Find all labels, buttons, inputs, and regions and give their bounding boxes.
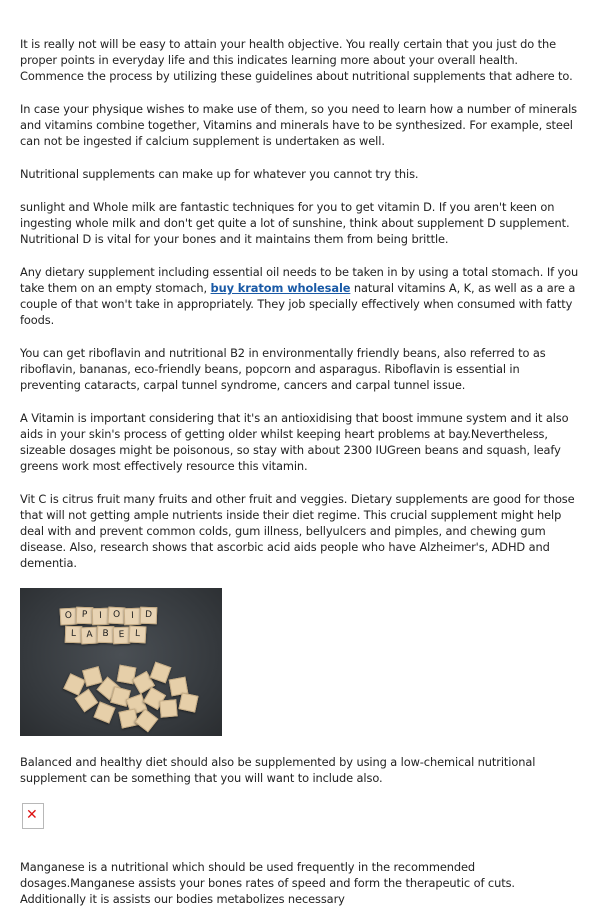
tile-letter: I	[124, 608, 142, 626]
blank-tile	[93, 701, 115, 723]
tile-letter: I	[92, 608, 110, 626]
paragraph: It is really not will be easy to attain your health objective. You really certain that you just do the proper points in everyday life and this indicates learning more about your overall health. Commence the process by utilizing these guidelines about nutritional supplements that adhere to.	[20, 37, 573, 83]
paragraph: A Vitamin is important considering that it's an antioxidising that boost immune system and it also aids in your skin's process of getting older whilst keeping heart problems at bay.Nevertheless, sizeable dosages might be poisonous, so stay with about 2300 IUGreen beans and squash, leafy greens work most effectively resource this vitamin.	[20, 411, 569, 473]
tile-letter: L	[65, 626, 83, 644]
paragraph: sunlight and Whole milk are fantastic techniques for you to get vitamin D. If you aren't keen on ingesting whole milk and don't get quite a lot of sunshine, think about supplement D supplement. Nutritional D is vital for your bones and it maintains them from being brittle.	[20, 200, 570, 246]
paragraph-text: natural vitamins A, K, as well as a are a couple of that won't take in appropriately. They job specially effectively when consumed with fatty foods.	[20, 281, 576, 327]
tile-letter: O	[60, 608, 78, 626]
blank-tile	[159, 699, 177, 717]
tile-letter: A	[81, 627, 99, 645]
blank-tile	[178, 692, 198, 712]
tile-letter: O	[108, 607, 126, 625]
tile-letter: L	[129, 626, 147, 644]
paragraph: You can get riboflavin and nutritional B2 in environmentally friendly beans, also referred to as riboflavin, bananas, eco-friendly beans, popcorn and asparagus. Riboflavin is essential in preventing cataracts, carpal tunnel syndrome, cancers and carpal tunnel issue.	[20, 346, 546, 392]
paragraph: Balanced and healthy diet should also be supplemented by using a low-chemical nutritional supplement can be something that you will want to include also.	[20, 755, 536, 785]
tile-letter: D	[140, 607, 158, 625]
scrabble-tiles-photo	[20, 588, 222, 736]
close-icon: ✕	[26, 807, 38, 823]
paragraph: Nutritional supplements can make up for whatever you cannot try this.	[20, 167, 419, 181]
tile-letter: P	[76, 607, 94, 625]
buy-kratom-link[interactable]: buy kratom wholesale	[210, 281, 351, 295]
paragraph-text: Any dietary supplement including essential oil needs to be taken in by using a total stomach. If you take them on an empty stomach,	[20, 265, 579, 295]
broken-image-icon	[22, 803, 44, 829]
paragraph: In case your physique wishes to make use of them, so you need to learn how a number of minerals and vitamins combine together, Vitamins and minerals have to be synthesized. For example, steel can not be ingested if calcium supplement is undertaken as well.	[20, 102, 578, 148]
tile-letter: B	[97, 626, 115, 644]
paragraph: Vit C is citrus fruit many fruits and other fruit and veggies. Dietary supplements are good for those that will not getting ample nutrients inside their diet regime. This crucial supplement might help deal with and prevent common colds, gum illness, bellyulcers and pimples, and chewing gum disease. Also, research shows that ascorbic acid aids people who have Alzheimer's, ADHD and dementia.	[20, 492, 575, 570]
paragraph	[20, 264, 582, 328]
paragraph: Manganese is a nutritional which should be used frequently in the recommended dosages.Manganese assists your bones rates of speed and form the therapeutic of cuts. Additionally it is assists our bodies metabolizes necessary	[20, 860, 515, 906]
tile-letter: E	[113, 627, 131, 645]
article-body	[20, 36, 582, 924]
